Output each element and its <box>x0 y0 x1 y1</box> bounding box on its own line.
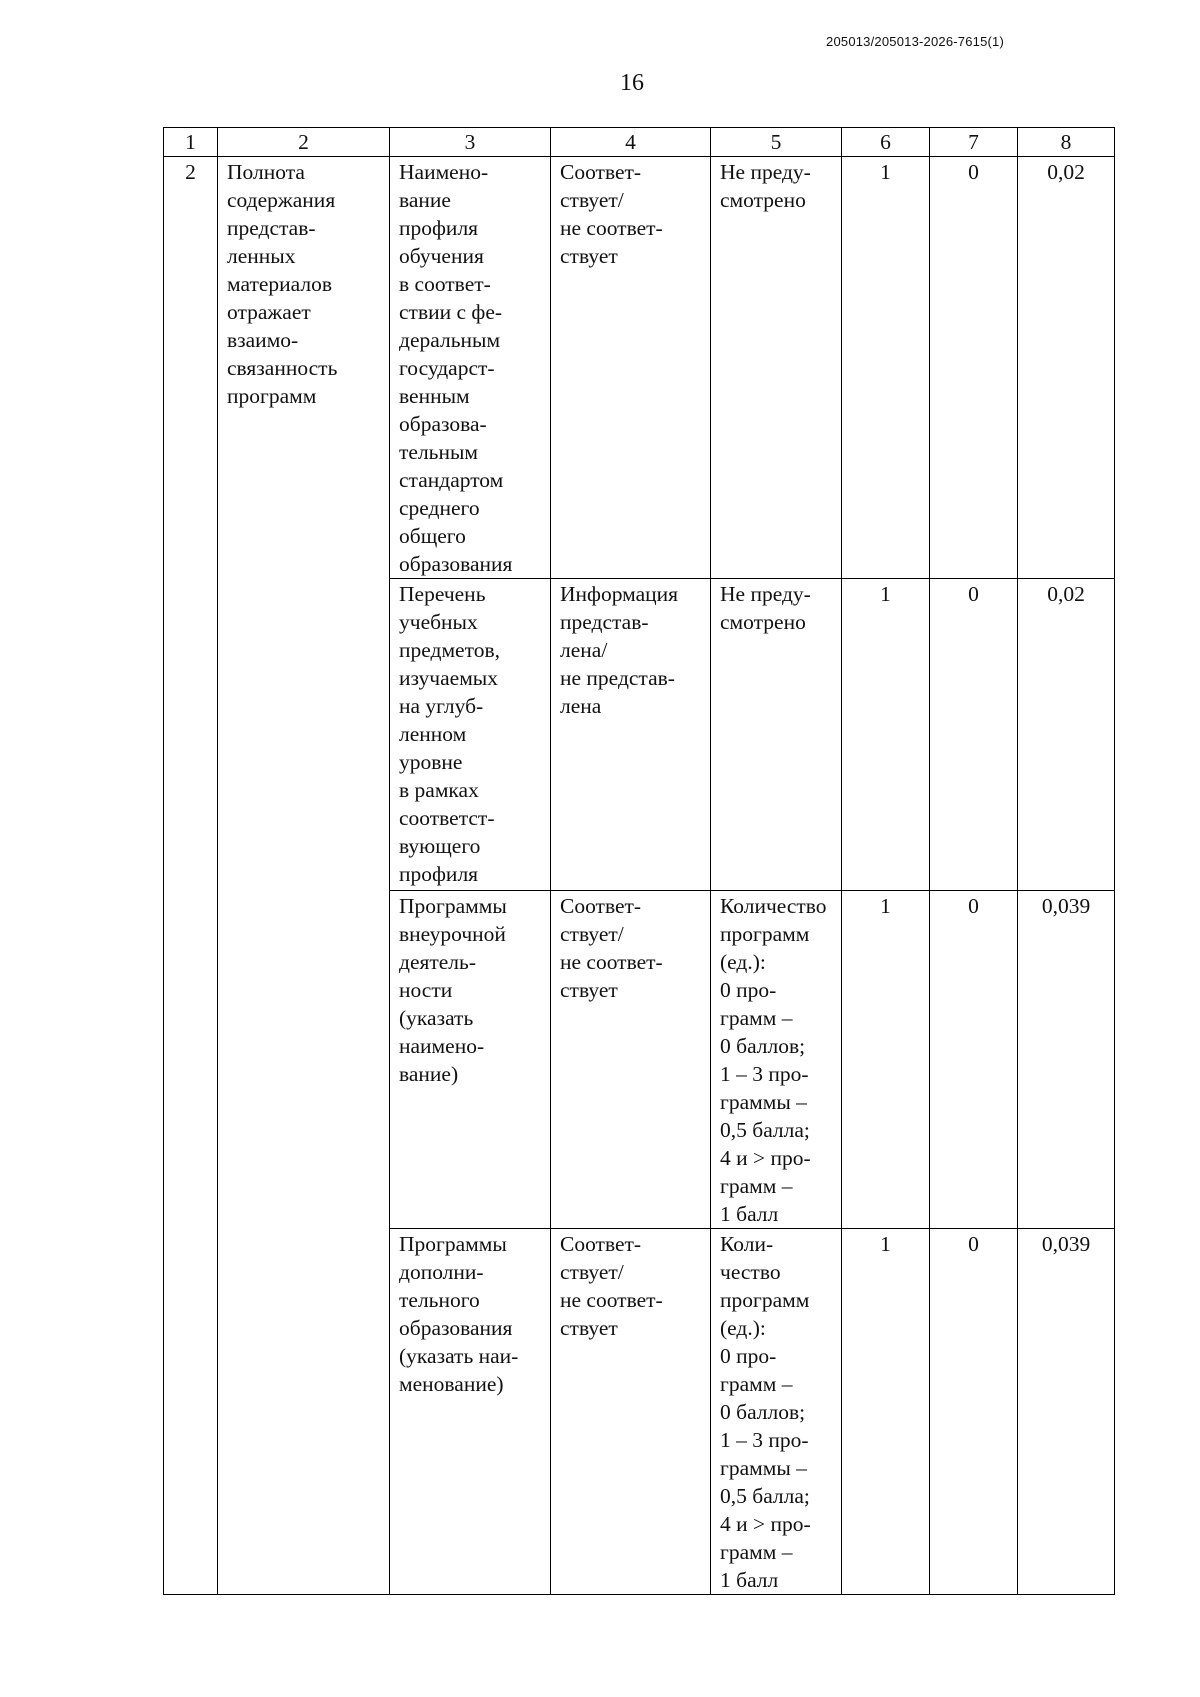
indicator-cell: Программы дополни- тельного образования (указать наи- менование) <box>390 1229 551 1595</box>
value-cell-col8: 0,039 <box>1018 1229 1115 1595</box>
value-cell-col6: 1 <box>842 579 930 891</box>
scale-cell: Количество программ (ед.): 0 про- грамм – 0 баллов; 1 – 3 про- граммы – 0,5 балла; 4 и > про- грамм – 1 балл <box>711 891 842 1229</box>
column-header: 7 <box>930 128 1018 157</box>
value-cell-col7: 0 <box>930 891 1018 1229</box>
column-header: 1 <box>164 128 218 157</box>
value-cell-col6: 1 <box>842 891 930 1229</box>
table-row <box>164 157 1115 579</box>
column-header: 3 <box>390 128 551 157</box>
indicator-cell: Программы внеурочной деятель- ности (указать наимено- вание) <box>390 891 551 1229</box>
value-cell-col8: 0,02 <box>1018 157 1115 579</box>
indicator-cell: Перечень учебных предметов, изучаемых на углуб- ленном уровне в рамках соответст- вующего профиля <box>390 579 551 891</box>
scale-cell: Не преду- смотрено <box>711 157 842 579</box>
row-number-cell: 2 <box>164 157 218 1595</box>
column-header: 8 <box>1018 128 1115 157</box>
value-cell-col8: 0,02 <box>1018 579 1115 891</box>
criteria-table <box>163 127 1115 1595</box>
value-cell-col8: 0,039 <box>1018 891 1115 1229</box>
column-header: 4 <box>551 128 711 157</box>
value-cell-col7: 0 <box>930 579 1018 891</box>
scale-cell: Не преду- смотрено <box>711 579 842 891</box>
column-header: 2 <box>218 128 390 157</box>
evaluation-cell: Соответ- ствует/ не соответ- ствует <box>551 1229 711 1595</box>
page-number: 16 <box>620 70 644 96</box>
column-header: 6 <box>842 128 930 157</box>
criterion-cell: Полнота содержания представ- ленных материалов отражает взаимо- связанность программ <box>218 157 390 1595</box>
column-header: 5 <box>711 128 842 157</box>
value-cell-col7: 0 <box>930 1229 1018 1595</box>
table-header-row <box>164 128 1115 157</box>
scale-cell: Коли- чество программ (ед.): 0 про- грамм – 0 баллов; 1 – 3 про- граммы – 0,5 балла; 4 и > про- грамм – 1 балл <box>711 1229 842 1595</box>
value-cell-col7: 0 <box>930 157 1018 579</box>
value-cell-col6: 1 <box>842 1229 930 1595</box>
indicator-cell: Наимено- вание профиля обучения в соответ- ствии с фе- деральным государст- венным образова- тельным стандартом среднего общего образования <box>390 157 551 579</box>
evaluation-cell: Соответ- ствует/ не соответ- ствует <box>551 891 711 1229</box>
document-id: 205013/205013-2026-7615(1) <box>826 34 1004 49</box>
evaluation-cell: Соответ- ствует/ не соответ- ствует <box>551 157 711 579</box>
value-cell-col6: 1 <box>842 157 930 579</box>
evaluation-cell: Информация представ- лена/ не представ- лена <box>551 579 711 891</box>
